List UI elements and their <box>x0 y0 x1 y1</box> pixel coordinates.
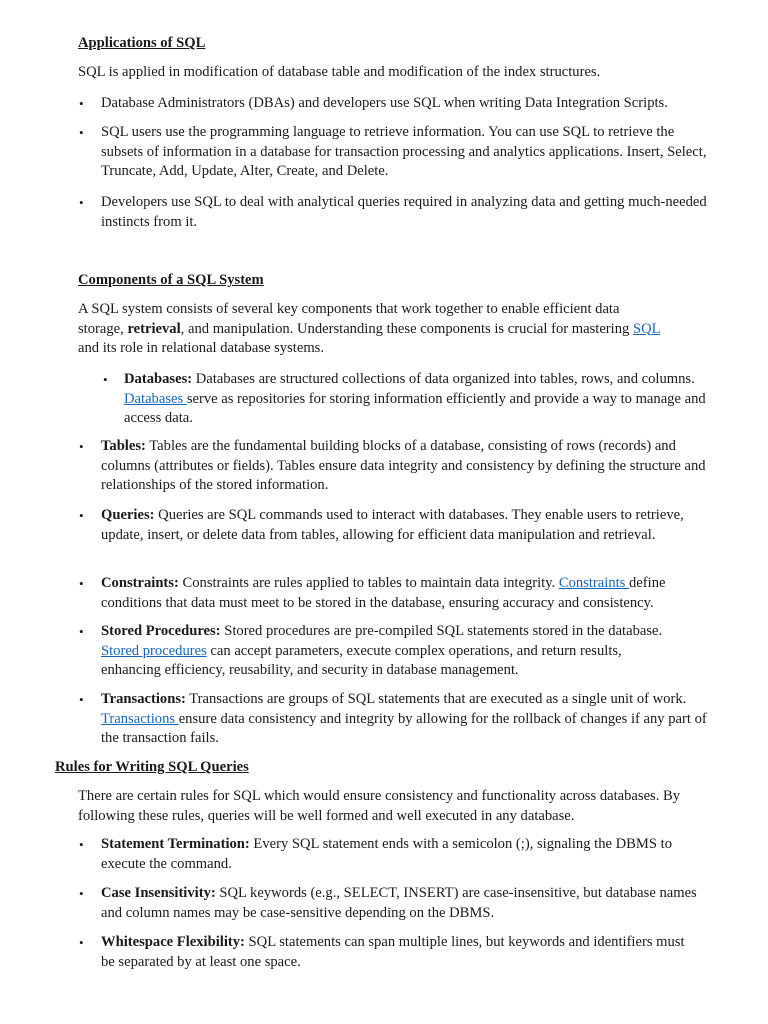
component-text-b: can accept parameters, execute complex operations, and return results, enhancing efficiency, reusability, and security in database management. <box>101 642 622 678</box>
component-text-a: Tables are the fundamental building blocks of a database, consisting of rows (records) and columns (attributes or fields). Tables ensure data integrity and consistency by defining the structure and relationships of the stored information. <box>101 438 706 493</box>
bullet-icon: • <box>79 195 84 210</box>
rule-item-whitespace-flexibility <box>101 933 701 972</box>
rules-intro: There are certain rules for SQL which would ensure consistency and functionality across databases. By following these rules, queries will be well formed and well executed in any database. <box>78 788 681 824</box>
component-text-a: Transactions are groups of SQL statements that are executed as a single unit of work. <box>185 691 687 707</box>
bullet-icon: • <box>79 576 84 591</box>
component-text-a: Constraints are rules applied to tables to maintain data integrity. <box>178 575 559 591</box>
bullet-icon: • <box>79 837 84 852</box>
bullet-icon: • <box>79 96 84 111</box>
bullet-icon: • <box>79 624 84 639</box>
component-label: Transactions: <box>101 691 186 707</box>
applications-item-3: Developers use SQL to deal with analytical queries required in analyzing data and getting much-needed instincts from it. <box>101 194 707 230</box>
components-intro-bold: retrieval <box>127 320 181 337</box>
rule-text: SQL statements can span multiple lines, but keywords and identifiers must be separated by at least one space. <box>101 934 685 970</box>
rule-text: Every SQL statement ends with a semicolon (;), signaling the DBMS to execute the command. <box>101 836 672 872</box>
component-text-b: serve as repositories for storing information efficiently and provide a way to manage and access data. <box>124 390 706 426</box>
component-label: Databases: <box>124 371 193 387</box>
rule-item-case-insensitivity <box>101 884 701 923</box>
component-item-stored-procedures <box>101 622 681 681</box>
bullet-icon: • <box>79 508 84 523</box>
components-intro <box>78 300 662 359</box>
sql-link[interactable]: SQL <box>632 320 660 337</box>
component-text-b: define conditions that data must meet to be stored in the database, ensuring accuracy and consistency. <box>101 575 666 611</box>
component-text-a: Databases are structured collections of data organized into tables, rows, and columns. <box>192 371 695 387</box>
applications-item-2: SQL users use the programming language to retrieve information. You can use SQL to retrieve the subsets of information in a database for transaction processing and analytics applications. Insert, Select, Truncate, Add, Update, Alter, Create, and Delete. <box>101 124 707 179</box>
rule-label: Statement Termination: <box>101 836 250 852</box>
component-label: Constraints: <box>101 575 179 591</box>
bullet-icon: • <box>79 886 84 901</box>
bullet-icon: • <box>79 125 84 140</box>
bullet-icon: • <box>103 372 108 387</box>
component-item-databases <box>124 370 714 429</box>
component-text-a: Stored procedures are pre-compiled SQL statements stored in the database. <box>220 623 663 639</box>
component-item-constraints <box>101 574 717 613</box>
components-intro-text-a: A SQL system consists of several key components that work together to enable efficient data storage, <box>78 301 620 337</box>
component-text-a: Queries are SQL commands used to interact with databases. They enable users to retrieve, update, insert, or delete data from tables, allowing for efficient data manipulation and retrieval. <box>101 507 684 543</box>
component-label: Queries: <box>101 507 155 523</box>
heading-components-of-sql-system: Components of a SQL System <box>78 272 264 288</box>
heading-applications-of-sql: Applications of SQL <box>78 35 206 51</box>
rule-text: SQL keywords (e.g., SELECT, INSERT) are case-insensitive, but database names and column names may be case-sensitive depending on the DBMS. <box>101 885 697 921</box>
component-item-transactions <box>101 690 717 749</box>
components-intro-text-c: and its role in relational database systems. <box>78 340 324 356</box>
component-label: Stored Procedures: <box>101 623 221 639</box>
databases-link[interactable]: Databases <box>124 390 187 407</box>
applications-intro: SQL is applied in modification of database table and modification of the index structures. <box>78 64 601 80</box>
bullet-icon: • <box>79 935 84 950</box>
rule-label: Whitespace Flexibility: <box>101 934 245 950</box>
constraints-link[interactable]: Constraints <box>558 575 629 591</box>
component-item-queries <box>101 506 701 545</box>
component-item-tables <box>101 437 717 496</box>
applications-item-1: Database Administrators (DBAs) and developers use SQL when writing Data Integration Scripts. <box>101 95 668 111</box>
bullet-icon: • <box>79 692 84 707</box>
rule-item-statement-termination <box>101 835 717 874</box>
component-text-b: ensure data consistency and integrity by allowing for the rollback of changes if any part of the transaction fails. <box>101 710 707 746</box>
bullet-icon: • <box>79 439 84 454</box>
transactions-link[interactable]: Transactions <box>101 710 179 727</box>
rule-label: Case Insensitivity: <box>101 885 216 901</box>
component-label: Tables: <box>101 438 146 454</box>
heading-rules-for-writing-sql-queries: Rules for Writing SQL Queries <box>55 759 249 775</box>
stored-procedures-link[interactable]: Stored procedures <box>101 642 207 659</box>
components-intro-text-b: , and manipulation. Understanding these components is crucial for mastering <box>180 320 633 337</box>
